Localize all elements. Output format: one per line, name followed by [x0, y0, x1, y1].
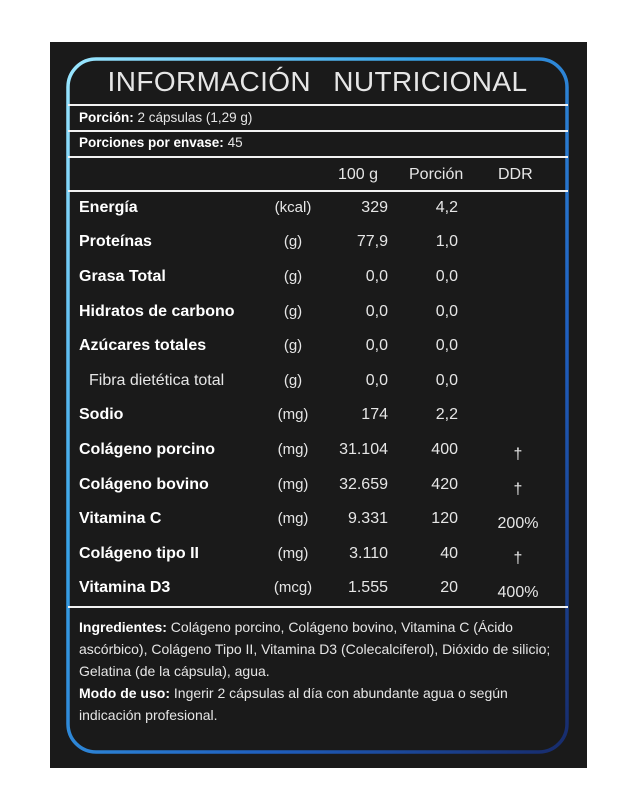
ingredients-block	[79, 616, 569, 726]
usage-paragraph	[79, 682, 569, 726]
row-portion: 0,0	[435, 268, 458, 285]
divider	[68, 130, 568, 132]
servings-per-container	[79, 135, 243, 150]
row-per100: 31.104	[339, 441, 388, 458]
table-row	[0, 268, 635, 298]
row-portion: 20	[440, 579, 458, 596]
row-portion: 4,2	[435, 199, 458, 216]
serving-label: Porción:	[79, 110, 134, 125]
row-ddr: 200%	[497, 515, 539, 532]
row-name: Azúcares totales	[79, 337, 207, 354]
row-per100: 77,9	[356, 233, 388, 250]
title: INFORMACIÓN NUTRICIONAL	[107, 66, 528, 97]
table-row	[0, 441, 635, 471]
row-unit: (kcal)	[274, 199, 312, 216]
row-name: Vitamina D3	[79, 579, 171, 596]
row-unit: (g)	[283, 303, 303, 320]
table-row	[0, 510, 635, 540]
row-name: Hidratos de carbono	[79, 303, 235, 320]
row-per100: 3.110	[349, 545, 388, 562]
row-per100: 0,0	[365, 303, 388, 320]
row-name: Colágeno tipo II	[79, 545, 199, 562]
row-name: Proteínas	[79, 233, 152, 250]
row-per100: 0,0	[365, 337, 388, 354]
row-unit: (mg)	[277, 510, 309, 527]
row-per100: 0,0	[365, 372, 388, 389]
table-row	[0, 476, 635, 506]
row-name: Energía	[79, 199, 138, 216]
row-portion: 40	[440, 545, 458, 562]
row-ddr: †	[513, 481, 523, 498]
row-portion: 2,2	[435, 406, 458, 423]
row-portion: 0,0	[435, 337, 458, 354]
row-name: Vitamina C	[79, 510, 162, 527]
table-row	[0, 337, 635, 367]
serving-value: 2 cápsulas (1,29 g)	[137, 110, 253, 125]
row-per100: 0,0	[365, 268, 388, 285]
row-unit: (g)	[283, 337, 303, 354]
row-name: Colágeno bovino	[79, 476, 209, 493]
divider	[68, 156, 568, 158]
row-portion: 1,0	[435, 233, 458, 250]
row-name: Sodio	[79, 406, 124, 423]
table-row	[0, 199, 635, 229]
servings-value: 45	[227, 135, 243, 150]
row-per100: 9.331	[347, 510, 388, 527]
table-row	[0, 545, 635, 575]
row-ddr: †	[513, 446, 523, 463]
row-unit: (mg)	[277, 406, 309, 423]
table-row	[0, 303, 635, 333]
row-per100: 1.555	[347, 579, 388, 596]
table-row	[0, 579, 635, 609]
row-ddr: †	[513, 550, 523, 567]
row-ddr: 400%	[497, 584, 539, 601]
table-row	[0, 233, 635, 263]
divider	[68, 104, 568, 106]
table-row	[0, 406, 635, 436]
row-unit: (g)	[283, 233, 303, 250]
table-row	[0, 372, 635, 402]
row-unit: (g)	[283, 268, 303, 285]
row-portion: 120	[431, 510, 458, 527]
row-portion: 0,0	[435, 372, 458, 389]
usage-text: Ingerir 2 cápsulas al día con abundante agua o según indicación profesional.	[79, 685, 508, 723]
row-portion: 0,0	[435, 303, 458, 320]
row-unit: (mg)	[277, 441, 309, 458]
row-unit: (mg)	[277, 476, 309, 493]
col-header-100g: 100 g	[338, 166, 379, 183]
ingredients-paragraph	[79, 616, 569, 682]
ingredients-label: Ingredientes:	[79, 619, 167, 635]
serving-size	[79, 110, 252, 125]
row-portion: 400	[431, 441, 458, 458]
divider	[68, 190, 568, 192]
col-header-portion: Porción	[409, 166, 464, 183]
row-per100: 32.659	[339, 476, 388, 493]
usage-label: Modo de uso:	[79, 685, 170, 701]
row-portion: 420	[431, 476, 458, 493]
row-name: Grasa Total	[79, 268, 166, 285]
row-unit: (g)	[283, 372, 303, 389]
row-per100: 329	[361, 199, 388, 216]
row-name: Colágeno porcino	[79, 441, 215, 458]
ingredients-text: Colágeno porcino, Colágeno bovino, Vitamina C (Ácido ascórbico), Colágeno Tipo II, Vitamina D3 (Colecalciferol), Dióxido de silicio; Gelatina (de la cápsula), agua.	[79, 619, 551, 679]
col-header-ddr: DDR	[498, 166, 533, 183]
divider	[68, 606, 568, 608]
row-unit: (mcg)	[273, 579, 313, 596]
row-unit: (mg)	[277, 545, 309, 562]
row-per100: 174	[361, 406, 388, 423]
row-name: Fibra dietética total	[89, 372, 225, 389]
servings-label: Porciones por envase:	[79, 135, 224, 150]
